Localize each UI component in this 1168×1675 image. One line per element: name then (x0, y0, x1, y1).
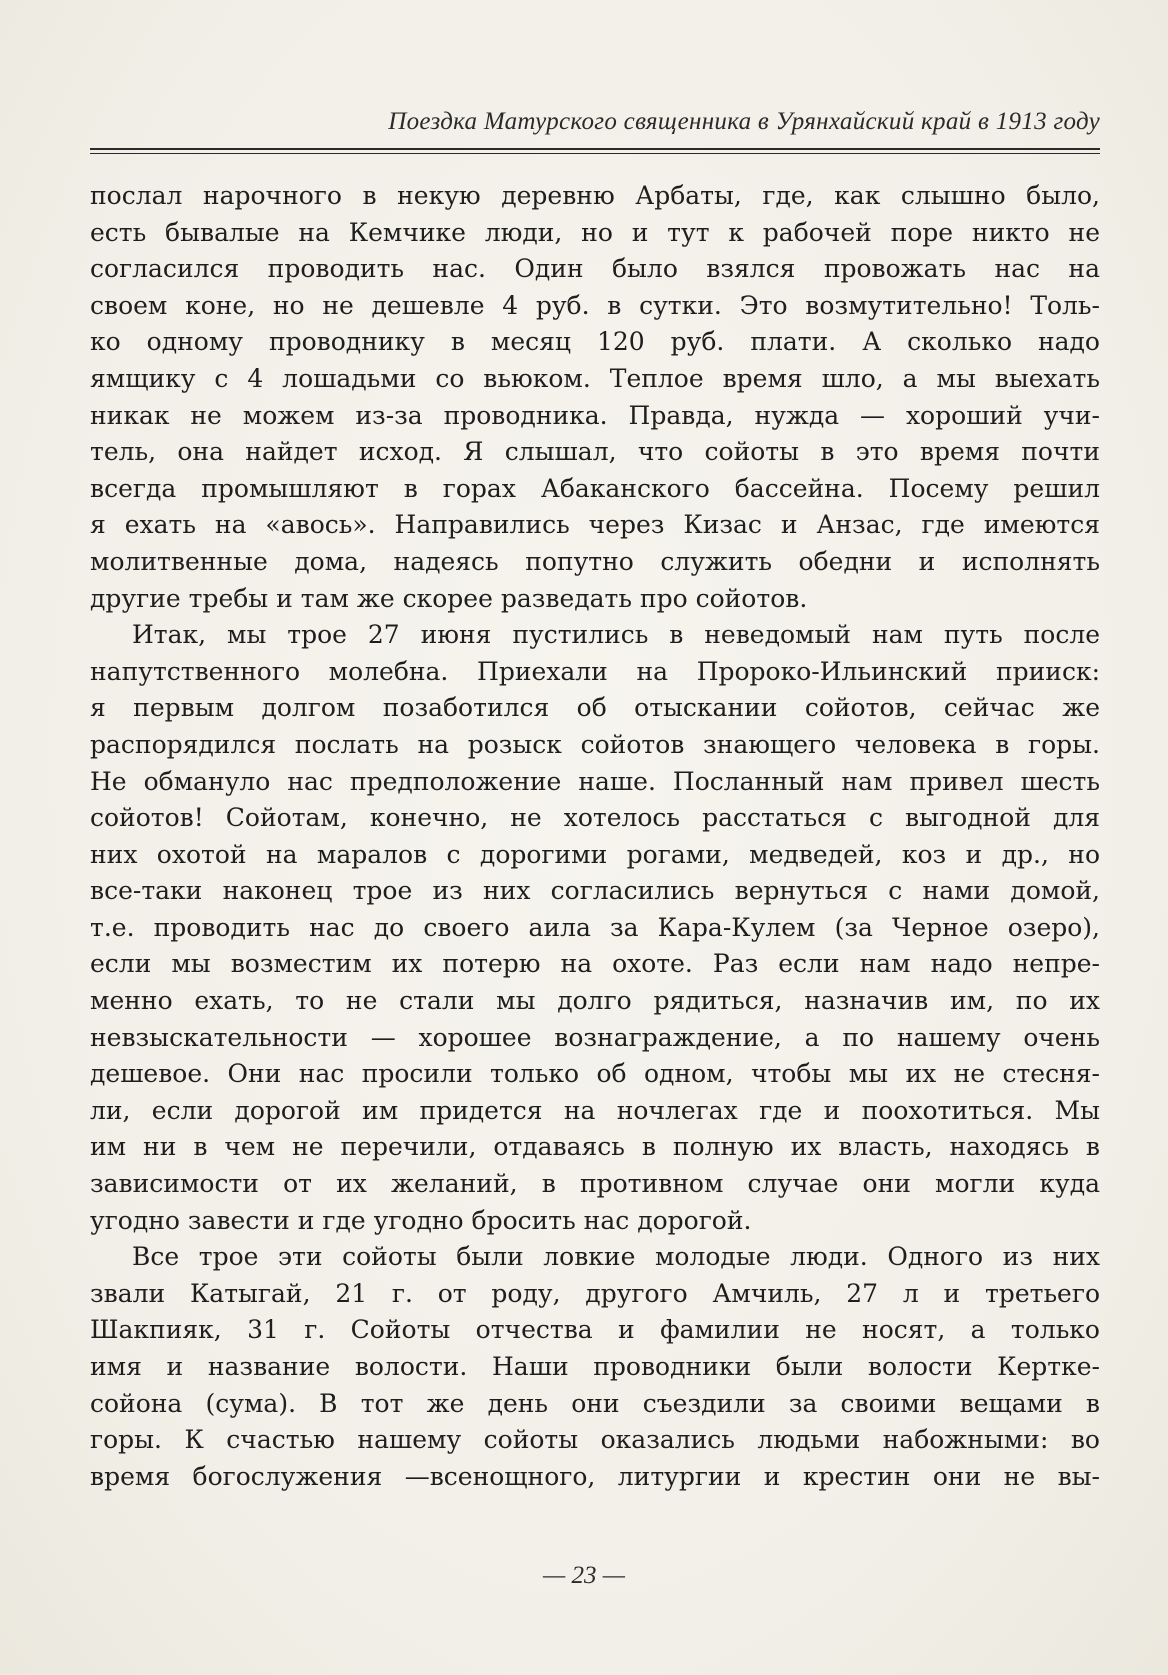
text-line: сойотов! Сойотам, конечно, не хотелось расстаться с выгодной для (90, 803, 1100, 833)
text-line: своем коне, но не дешевле 4 руб. в сутки. Это возмутительно! Толь- (90, 290, 1100, 320)
text-line: ко одному проводнику в месяц 120 руб. плати. А сколько надо (90, 327, 1100, 357)
page-number: — 23 — (543, 1562, 625, 1589)
header-rule (90, 148, 1100, 154)
text-line: другие требы и там же скорее разведать про сойотов. (90, 583, 808, 613)
body-text (90, 178, 1100, 1495)
text-line: если мы возместим их потерю на охоте. Раз если нам надо непре- (90, 949, 1100, 979)
text-line: все-таки наконец трое из них согласились вернуться с нами домой, (90, 876, 1100, 906)
text-line: т.е. проводить нас до своего аила за Кара-Кулем (за Черное озеро), (90, 912, 1100, 942)
text-line: Все трое эти сойоты были ловкие молодые люди. Одного из них (132, 1242, 1100, 1272)
running-head: Поездка Матурского священника в Урянхайский край в 1913 году (388, 108, 1100, 135)
text-line: звали Катыгай, 21 г. от роду, другого Амчиль, 27 л и третьего (90, 1278, 1100, 1308)
text-line: я первым долгом позаботился об отыскании сойотов, сейчас же (90, 693, 1100, 723)
text-line: ли, если дорогой им придется на ночлегах где и поохотиться. Мы (90, 1095, 1100, 1125)
text-line: горы. К счастью нашему сойоты оказались людьми набожными: во (90, 1425, 1100, 1455)
text-line: сойона (сума). В тот же день они съездили за своими вещами в (90, 1388, 1100, 1418)
text-line: всегда промышляют в горах Абаканского бассейна. Посему решил (90, 473, 1100, 503)
text-line: время богослужения —всенощного, литургии и крестин они не вы- (90, 1461, 1100, 1491)
text-line: Шакпияк, 31 г. Сойоты отчества и фамилии не носят, а только (90, 1315, 1100, 1345)
text-line: дешевое. Они нас просили только об одном, чтобы мы их не стесня- (90, 1059, 1100, 1089)
text-line: распорядился послать на розыск сойотов знающего человека в горы. (90, 729, 1100, 759)
text-line: Не обмануло нас предположение наше. Посланный нам привел шесть (90, 766, 1100, 796)
text-line: послал нарочного в некую деревню Арбаты, где, как слышно было, (90, 181, 1100, 210)
text-line: я ехать на «авось». Направились через Кизас и Анзас, где имеются (90, 510, 1100, 540)
text-line: есть бывалые на Кемчике люди, но и тут к рабочей поре никто не (90, 217, 1100, 247)
text-line: зависимости от их желаний, в противном случае они могли куда (90, 1169, 1100, 1199)
text-line: Итак, мы трое 27 июня пустились в неведомый нам путь после (132, 620, 1100, 650)
text-line: тель, она найдет исход. Я слышал, что сойоты в это время почти (90, 437, 1100, 467)
text-line: напутственного молебна. Приехали на Пророко-Ильинский прииск: (90, 656, 1100, 686)
text-line: менно ехать, то не стали мы долго рядиться, назначив им, по их (90, 986, 1100, 1016)
text-line: им ни в чем не перечили, отдаваясь в полную их власть, находясь в (90, 1132, 1100, 1162)
text-line: никак не можем из-за проводника. Правда, нужда — хороший учи- (90, 400, 1100, 430)
text-line: них охотой на маралов с дорогими рогами, медведей, коз и др., но (90, 839, 1100, 869)
text-line: угодно завести и где угодно бросить нас дорогой. (90, 1205, 752, 1235)
text-line: имя и название волости. Наши проводники были волости Кертке- (90, 1352, 1100, 1381)
text-line: невзыскательности — хорошее вознаграждение, а по нашему очень (90, 1022, 1100, 1052)
text-line: согласился проводить нас. Один было взялся провожать нас на (90, 254, 1100, 284)
text-line: ямщику с 4 лошадьми со вьюком. Теплое время шло, а мы выехать (90, 363, 1100, 393)
text-line: молитвенные дома, надеясь попутно служить обедни и исполнять (90, 546, 1100, 576)
